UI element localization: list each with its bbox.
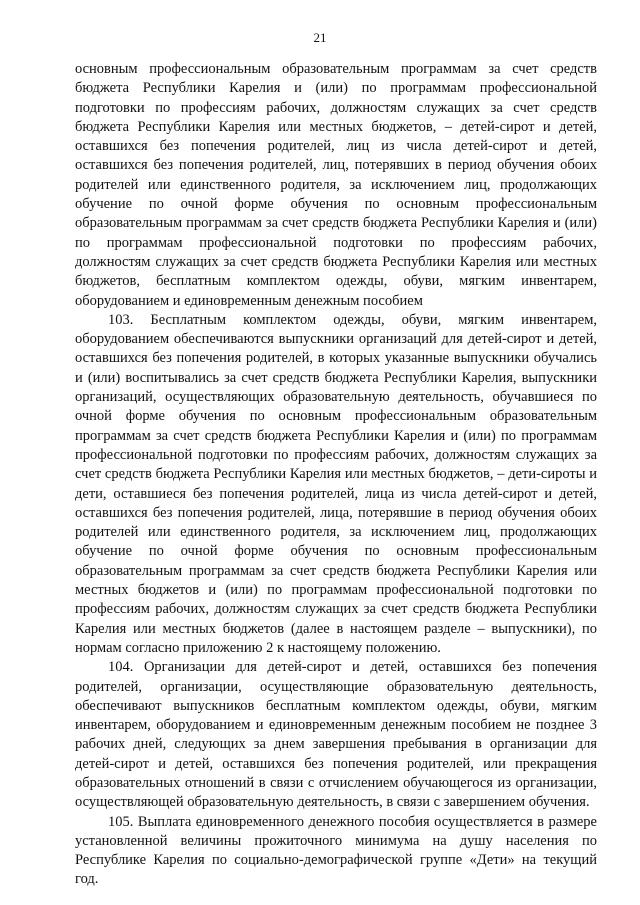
paragraph-104: 104. Организации для детей-сирот и детей, оставшихся без попечения родителей, организации, осуществляющие образовательную деятельность, обеспечивают выпускников бесплатным комплектом одежды, обуви, мягким инвентарем, оборудованием и единовременным денежным пособием не позднее 3 рабочих дней, следующих за днем завершения пребывания в организации для детей-сирот и детей, оставшихся без попечения родителей, или прекращения образовательных отношений в связи с отчислением обучающегося из организации, осуществляющей образовательную деятельность, в связи с завершением обучения.	[75, 659, 597, 811]
page-number: 21	[313, 30, 327, 45]
paragraph-103: 103. Бесплатным комплектом одежды, обуви, мягким инвентарем, оборудованием обеспечиваются выпускники организаций для детей-сирот и детей, оставшихся без попечения родителей, в которых указанные выпускники обучались и (или) воспитывались за счет средств бюджета Республики Карелия, выпускники организаций, осуществляющих образовательную деятельность, обучавшиеся по очной форме обучения по основным профессиональным образовательным программам за счет средств бюджета Республики Карелия и (или) по программам профессиональной подготовки по профессиям рабочих, должностям служащих за счет средств бюджета Республики Карелия или местных бюджетов, – дети-сироты и дети, оставшиеся без попечения родителей, лица из числа детей-сирот и детей, оставшихся без попечения родителей, лица, потерявшие в период обучения обоих родителей или единственного родителя, за исключением лиц, продолжающих обучение по очной форме обучения по основным профессиональным образовательным программам за счет средств бюджета Республики Карелия или местных бюджетов и (или) по программам профессиональной подготовки по профессиям рабочих, должностям служащих за счет средств бюджета Республики Карелия или местных бюджетов (далее в настоящем разделе – выпускники), по нормам согласно приложению 2 к настоящему положению.	[75, 311, 597, 656]
document-body	[75, 60, 597, 890]
paragraph-105: 105. Выплата единовременного денежного пособия осуществляется в размере установленной величины прожиточного минимума на душу населения по Республике Карелия по социально-демографической группе «Дети» на текущий год.	[75, 813, 597, 888]
paragraph-continuation: основным профессиональным образовательным программам за счет средств бюджета Республики Карелия и (или) по программам профессиональной подготовки по профессиям рабочих, должностям служащих за счет средств бюджета Республики Карелия или местных бюджетов, – детей-сирот и детей, оставшихся без попечения родителей, лиц из числа детей-сирот и детей, оставшихся без попечения родителей, лиц, потерявших в период обучения обоих родителей или единственного родителя, за исключением лиц, продолжающих обучение по очной форме обучения по основным профессиональным образовательным программам за счет средств бюджета Республики Карелия и (или) по программам профессиональной подготовки по профессиям рабочих, должностям служащих за счет средств бюджета Республики Карелия или местных бюджетов, бесплатным комплектом одежды, обуви, мягким инвентарем, оборудованием и единовременным денежным пособием	[75, 61, 597, 309]
